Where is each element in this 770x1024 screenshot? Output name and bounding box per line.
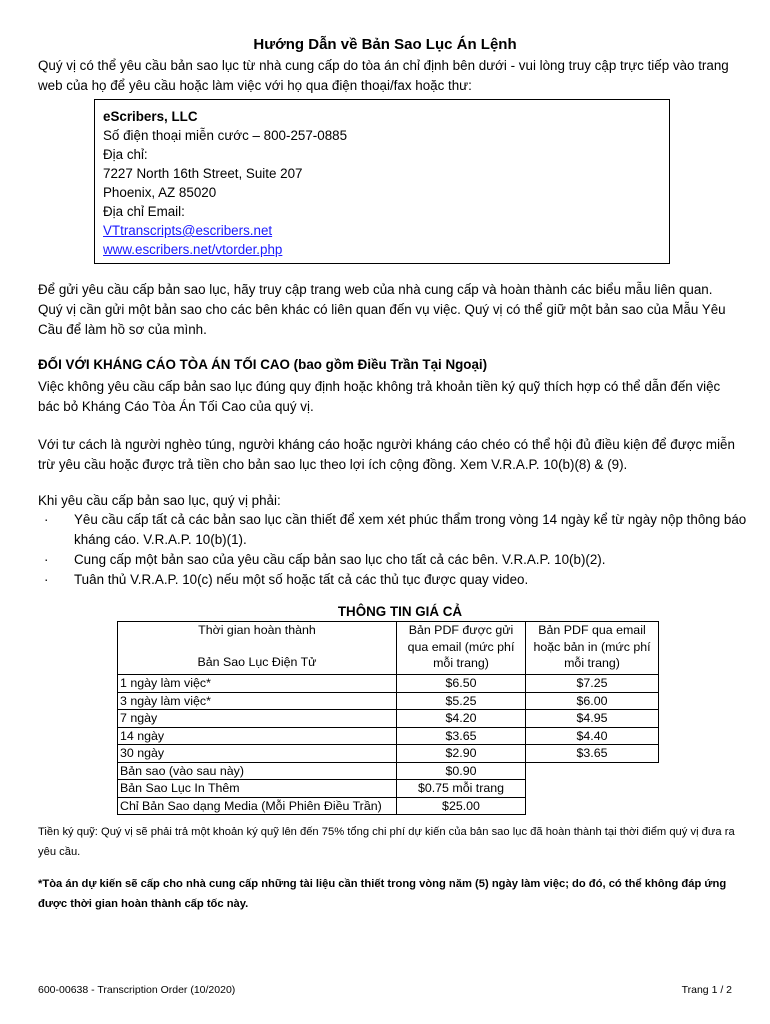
- address-label: Địa chỉ:: [103, 147, 148, 162]
- bullet-icon: ·: [44, 572, 49, 587]
- intro-paragraph: Quý vị có thể yêu cầu bản sao lục từ nhà cung cấp do tòa án chỉ định bên dưới - vui lòng truy cập trực tiếp vào trang web của họ để yêu cầu hoặc làm việc với họ qua điện thoại/fax hoặc thư:: [38, 58, 729, 93]
- indigent-paragraph: Với tư cách là người nghèo túng, người kháng cáo hoặc người kháng cáo chéo có thể hội đủ điều kiện để được miễn trừ yêu cầu hoặc được trả tiền cho bản sao lục theo lợi ích cộng đồng. Xem V.R.A.P. 10(b)(8) & (9).: [38, 437, 735, 472]
- phone-number: Số điện thoại miễn cước – 800-257-0885: [103, 128, 348, 143]
- table-row: 14 ngày $3.65 $4.40: [118, 727, 659, 745]
- page-title: Hướng Dẫn về Bản Sao Lục Án Lệnh: [253, 36, 517, 53]
- table-row: Bản sao (vào sau này) $0.90: [118, 762, 659, 780]
- page-number: Trang 1 / 2: [681, 984, 732, 996]
- email-link[interactable]: VTtranscripts@escribers.net: [103, 223, 273, 238]
- requirements-list: [38, 510, 748, 590]
- list-item: · Cung cấp một bản sao của yêu cầu cấp bản sao lục cho tất cả các bên. V.R.A.P. 10(b)(2).: [38, 550, 748, 570]
- table-row: Bản Sao Lục In Thêm $0.75 mỗi trang: [118, 780, 659, 798]
- court-note: *Tòa án dự kiến sẽ cấp cho nhà cung cấp những tài liệu cần thiết trong vòng năm (5) ngày làm việc; do đó, có thể không đáp ứng được thời gian hoàn thành cấp tốc này.: [38, 878, 727, 910]
- pricing-table: [117, 621, 659, 815]
- supreme-court-heading: ĐỐI VỚI KHÁNG CÁO TÒA ÁN TỐI CAO (bao gồm Điều Trần Tại Ngoại): [38, 357, 488, 372]
- instructions-paragraph: Để gửi yêu cầu cấp bản sao lục, hãy truy cập trang web của nhà cung cấp và hoàn thành các biểu mẫu liên quan. Quý vị cần gửi một bản sao cho các bên khác có liên quan đến vụ việc. Quý vị có thể giữ một bản sao của Mẫu Yêu Cầu để làm hồ sơ của mình.: [38, 282, 726, 337]
- table-row: 3 ngày làm việc* $5.25 $6.00: [118, 692, 659, 710]
- company-name: eScribers, LLC: [103, 109, 198, 124]
- table-row: 1 ngày làm việc* $6.50 $7.25: [118, 675, 659, 693]
- contact-box: [94, 99, 670, 264]
- table-row: 7 ngày $4.20 $4.95: [118, 710, 659, 728]
- header-time-cell: Thời gian hoàn thành Bản Sao Lục Điện Tử: [118, 622, 397, 675]
- deposit-note: Tiền ký quỹ: Quý vị sẽ phải trả một khoản ký quỹ lên đến 75% tổng chi phí dự kiến của bản sao lục đã hoàn thành tại thời điểm quý vị đưa ra yêu cầu.: [38, 826, 735, 858]
- bullet-icon: ·: [44, 552, 49, 567]
- form-id: 600-00638 - Transcription Order (10/2020): [38, 984, 236, 996]
- header-pdf-print: Bản PDF qua email hoặc bản in (mức phí mỗi trang): [526, 622, 659, 675]
- address-city: Phoenix, AZ 85020: [103, 185, 217, 200]
- website-link[interactable]: www.escribers.net/vtorder.php: [103, 242, 283, 257]
- list-item: · Tuân thủ V.R.A.P. 10(c) nếu một số hoặc tất cả các thủ tục được quay video.: [38, 570, 748, 590]
- supreme-court-paragraph: Việc không yêu cầu cấp bản sao lục đúng quy định hoặc không trả khoản tiền ký quỹ thích hợp có thể dẫn đến việc bác bỏ Kháng Cáo Tòa Án Tối Cao của quý vị.: [38, 379, 721, 414]
- pricing-title: THÔNG TIN GIÁ CẢ: [337, 604, 463, 619]
- list-item: · Yêu cầu cấp tất cả các bản sao lục cần thiết để xem xét phúc thẩm trong vòng 14 ngày kể từ ngày nộp thông báo kháng cáo. V.R.A.P. 10(b)(1).: [44, 512, 747, 547]
- email-label: Địa chỉ Email:: [103, 204, 185, 219]
- bullet-icon: ·: [44, 512, 49, 527]
- table-header-row: [118, 622, 659, 675]
- header-pdf-email: Bản PDF được gửi qua email (mức phí mỗi trang): [397, 622, 526, 675]
- table-row: Chỉ Bản Sao dạng Media (Mỗi Phiên Điều Trần) $25.00: [118, 797, 659, 815]
- table-row: 30 ngày $2.90 $3.65: [118, 745, 659, 763]
- requirements-intro: Khi yêu cầu cấp bản sao lục, quý vị phải:: [38, 493, 281, 508]
- address-street: 7227 North 16th Street, Suite 207: [103, 166, 303, 181]
